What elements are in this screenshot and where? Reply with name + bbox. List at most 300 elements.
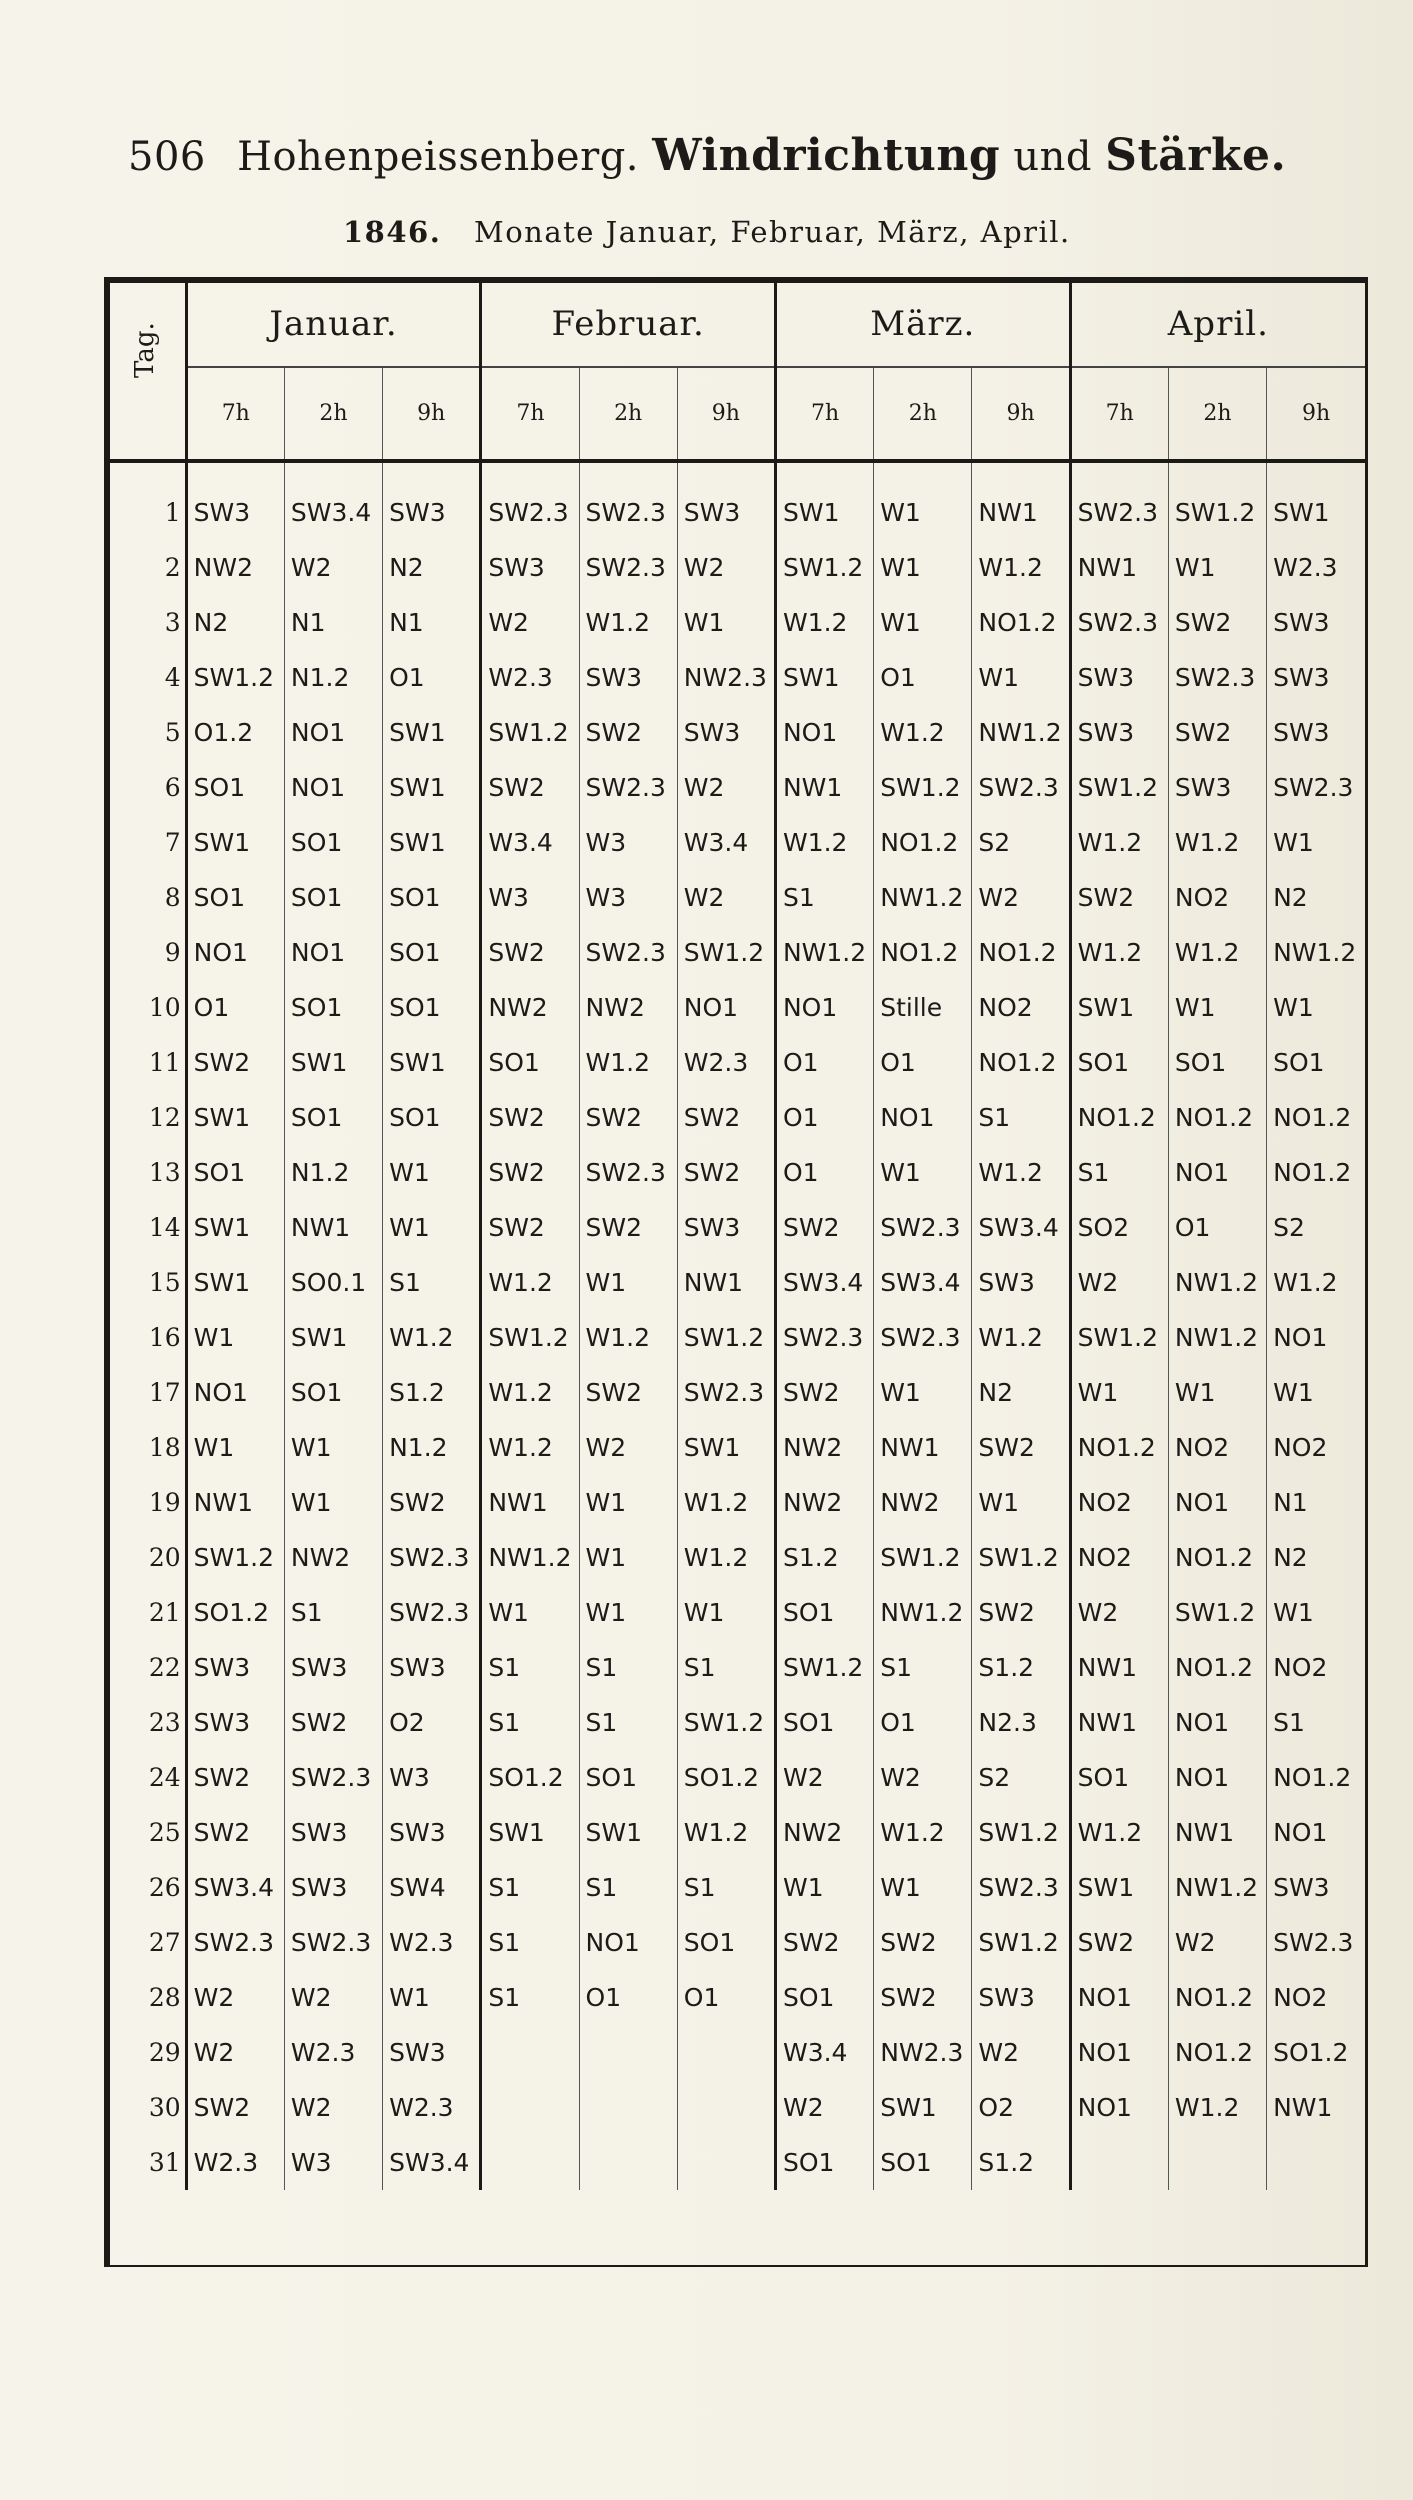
wind-cell: SW1.2 — [677, 925, 775, 980]
wind-cell: W1 — [383, 1970, 481, 2025]
wind-cell: NO1.2 — [1168, 2025, 1266, 2080]
wind-cell: W1 — [186, 1310, 284, 1365]
hour-header: 2h — [579, 367, 677, 461]
day-number: 17 — [110, 1365, 186, 1420]
wind-cell: SO1 — [1168, 1035, 1266, 1090]
day-number: 31 — [110, 2135, 186, 2190]
day-number: 8 — [110, 870, 186, 925]
wind-cell: SO1 — [284, 870, 382, 925]
table-row — [110, 1035, 1365, 1090]
wind-cell: SW1 — [579, 1805, 677, 1860]
wind-cell: SW2.3 — [383, 1585, 481, 1640]
wind-cell: O1 — [579, 1970, 677, 2025]
wind-cell: NO1.2 — [1168, 1640, 1266, 1695]
wind-cell: W2 — [677, 760, 775, 815]
wind-cell: O1 — [1168, 1200, 1266, 1255]
wind-cell: NW1 — [1070, 1640, 1168, 1695]
wind-cell: SW1.2 — [481, 1310, 579, 1365]
wind-cell: N1 — [1267, 1475, 1365, 1530]
wind-cell: SW2 — [579, 705, 677, 760]
wind-cell: W3.4 — [775, 2025, 873, 2080]
table-row — [110, 870, 1365, 925]
wind-cell: SW2 — [186, 1805, 284, 1860]
wind-cell: W1.2 — [677, 1805, 775, 1860]
wind-cell: SO0.1 — [284, 1255, 382, 1310]
wind-cell: W1 — [579, 1530, 677, 1585]
wind-cell: SO1 — [775, 1585, 873, 1640]
wind-cell: O1 — [775, 1145, 873, 1200]
wind-cell: SO1 — [579, 1750, 677, 1805]
day-number: 20 — [110, 1530, 186, 1585]
wind-cell: SW2 — [579, 1090, 677, 1145]
wind-cell: SW2 — [677, 1090, 775, 1145]
wind-cell: W1 — [874, 1145, 972, 1200]
wind-cell: SW1.2 — [677, 1695, 775, 1750]
wind-cell: SW2.3 — [1070, 595, 1168, 650]
wind-cell: W1.2 — [775, 595, 873, 650]
table-body — [110, 461, 1365, 2190]
wind-cell: NW2 — [481, 980, 579, 1035]
wind-cell: W1 — [481, 1585, 579, 1640]
day-number: 22 — [110, 1640, 186, 1695]
wind-cell: SO1 — [284, 815, 382, 870]
wind-cell: SW2.3 — [186, 1915, 284, 1970]
wind-cell: SO1 — [186, 870, 284, 925]
wind-cell: N1.2 — [284, 1145, 382, 1200]
wind-cell: NW1 — [874, 1420, 972, 1475]
wind-cell — [1267, 2135, 1365, 2190]
wind-cell: NW1 — [775, 760, 873, 815]
wind-cell: SW1.2 — [972, 1915, 1070, 1970]
wind-cell: NO1.2 — [1267, 1145, 1365, 1200]
wind-cell: SW2.3 — [1168, 650, 1266, 705]
wind-cell: W1.2 — [677, 1475, 775, 1530]
day-number: 11 — [110, 1035, 186, 1090]
hour-header: 9h — [383, 367, 481, 461]
day-number: 28 — [110, 1970, 186, 2025]
wind-cell: W1.2 — [1070, 1805, 1168, 1860]
wind-cell: SO1.2 — [481, 1750, 579, 1805]
wind-cell: SO1 — [1267, 1035, 1365, 1090]
wind-cell: W1 — [677, 595, 775, 650]
wind-cell: SW1 — [1070, 980, 1168, 1035]
wind-cell: W3.4 — [677, 815, 775, 870]
wind-table — [110, 283, 1365, 2190]
wind-cell: SW1.2 — [972, 1805, 1070, 1860]
months-label: Monate Januar, Februar, März, April. — [474, 215, 1071, 249]
wind-cell: NO1.2 — [874, 815, 972, 870]
wind-cell: SO1 — [186, 1145, 284, 1200]
wind-cell: W1.2 — [1168, 815, 1266, 870]
wind-cell: W2 — [1070, 1255, 1168, 1310]
day-number: 1 — [110, 461, 186, 540]
wind-cell: N2 — [1267, 1530, 1365, 1585]
wind-cell: SW1 — [186, 1255, 284, 1310]
wind-cell: SW1.2 — [186, 1530, 284, 1585]
wind-cell: SW2.3 — [579, 540, 677, 595]
wind-cell: N1 — [284, 595, 382, 650]
wind-cell: NO1 — [284, 705, 382, 760]
wind-cell: O1 — [775, 1035, 873, 1090]
day-number: 15 — [110, 1255, 186, 1310]
table-row — [110, 760, 1365, 815]
hour-header: 7h — [481, 367, 579, 461]
wind-cell: SW1.2 — [874, 760, 972, 815]
table-row — [110, 1530, 1365, 1585]
wind-cell — [579, 2080, 677, 2135]
wind-cell: W1.2 — [677, 1530, 775, 1585]
wind-cell: SW2.3 — [874, 1200, 972, 1255]
wind-cell: NO1 — [186, 1365, 284, 1420]
wind-cell: W1.2 — [775, 815, 873, 870]
wind-cell: S1 — [481, 1695, 579, 1750]
wind-cell: S1.2 — [972, 1640, 1070, 1695]
wind-cell: W1 — [874, 595, 972, 650]
wind-cell: SW2 — [579, 1200, 677, 1255]
page-header — [128, 130, 1298, 181]
table-row — [110, 1200, 1365, 1255]
wind-cell: S1 — [1070, 1145, 1168, 1200]
day-number: 7 — [110, 815, 186, 870]
wind-cell: W1 — [775, 1860, 873, 1915]
wind-cell: W1.2 — [579, 1035, 677, 1090]
wind-cell: NW2 — [874, 1475, 972, 1530]
wind-cell: SW2.3 — [1070, 461, 1168, 540]
wind-cell: SW2 — [1168, 705, 1266, 760]
wind-cell: W2 — [284, 540, 382, 595]
wind-cell: W1 — [677, 1585, 775, 1640]
wind-cell: NW1.2 — [874, 1585, 972, 1640]
title-end: Stärke. — [1105, 130, 1287, 181]
wind-cell: W2.3 — [1267, 540, 1365, 595]
wind-cell: W1 — [874, 1860, 972, 1915]
wind-cell: SW1 — [284, 1035, 382, 1090]
wind-cell: SW1 — [284, 1310, 382, 1365]
wind-cell: O1.2 — [186, 705, 284, 760]
table-row — [110, 1365, 1365, 1420]
day-number: 30 — [110, 2080, 186, 2135]
wind-cell: W1 — [186, 1420, 284, 1475]
table-row — [110, 980, 1365, 1035]
wind-cell: NW1 — [972, 461, 1070, 540]
wind-cell: W1.2 — [874, 705, 972, 760]
wind-cell: SW1.2 — [775, 1640, 873, 1695]
wind-cell: N2 — [1267, 870, 1365, 925]
wind-cell: SW2 — [481, 925, 579, 980]
day-number: 12 — [110, 1090, 186, 1145]
wind-cell: W2.3 — [383, 2080, 481, 2135]
wind-cell: S1 — [481, 1640, 579, 1695]
wind-cell: W1.2 — [1168, 925, 1266, 980]
wind-cell: W2 — [972, 870, 1070, 925]
wind-cell: SW2 — [775, 1200, 873, 1255]
wind-cell: S1 — [579, 1640, 677, 1695]
wind-cell: SO1.2 — [186, 1585, 284, 1640]
wind-cell: W1.2 — [972, 1310, 1070, 1365]
wind-cell: SO1 — [383, 925, 481, 980]
wind-cell: SW2.3 — [579, 461, 677, 540]
wind-cell: NW1.2 — [1267, 925, 1365, 980]
wind-cell: NO1.2 — [1168, 1090, 1266, 1145]
wind-cell: NO1 — [1168, 1695, 1266, 1750]
wind-cell: SW3 — [186, 461, 284, 540]
wind-cell: NW1.2 — [481, 1530, 579, 1585]
day-number: 26 — [110, 1860, 186, 1915]
wind-cell: NO1 — [1168, 1750, 1266, 1805]
month-header-maerz: März. — [775, 283, 1070, 367]
table-row — [110, 1860, 1365, 1915]
wind-cell: SW2.3 — [972, 760, 1070, 815]
place-name: Hohenpeissenberg. — [237, 134, 640, 180]
wind-cell: N2 — [383, 540, 481, 595]
wind-cell: W1 — [1267, 1585, 1365, 1640]
wind-cell: NO1.2 — [972, 1035, 1070, 1090]
wind-cell: S1 — [579, 1860, 677, 1915]
wind-cell: NO2 — [1168, 1420, 1266, 1475]
wind-cell: NW1.2 — [1168, 1310, 1266, 1365]
wind-cell: SW2.3 — [1267, 760, 1365, 815]
table-row — [110, 1970, 1365, 2025]
day-number: 13 — [110, 1145, 186, 1200]
wind-cell: W1.2 — [874, 1805, 972, 1860]
day-number: 29 — [110, 2025, 186, 2080]
wind-cell: W2 — [1168, 1915, 1266, 1970]
wind-cell: SO1.2 — [1267, 2025, 1365, 2080]
wind-cell: NO1.2 — [1070, 1420, 1168, 1475]
wind-cell: W1.2 — [481, 1365, 579, 1420]
wind-cell: NW1 — [1070, 1695, 1168, 1750]
wind-cell: NW2.3 — [677, 650, 775, 705]
wind-cell: NW1.2 — [972, 705, 1070, 760]
wind-cell: SW3 — [579, 650, 677, 705]
wind-cell: SW3 — [677, 1200, 775, 1255]
wind-cell: SO1 — [383, 870, 481, 925]
table-row — [110, 1750, 1365, 1805]
wind-cell: NO1 — [1267, 1805, 1365, 1860]
wind-cell: S1 — [579, 1695, 677, 1750]
wind-cell: SO1 — [1070, 1035, 1168, 1090]
day-number: 16 — [110, 1310, 186, 1365]
wind-cell: NO1 — [1267, 1310, 1365, 1365]
wind-cell: O2 — [972, 2080, 1070, 2135]
hour-header: 2h — [874, 367, 972, 461]
wind-cell: O1 — [383, 650, 481, 705]
wind-cell: W3.4 — [481, 815, 579, 870]
wind-cell: NW2 — [775, 1475, 873, 1530]
wind-cell — [1168, 2135, 1266, 2190]
wind-cell: O1 — [874, 1695, 972, 1750]
wind-cell: SW2 — [1070, 1915, 1168, 1970]
wind-cell: W1 — [874, 461, 972, 540]
wind-cell: NO1 — [284, 925, 382, 980]
table-row — [110, 1640, 1365, 1695]
wind-cell — [579, 2135, 677, 2190]
wind-cell: SW1.2 — [775, 540, 873, 595]
wind-cell: SW1.2 — [1168, 461, 1266, 540]
wind-cell: SW1.2 — [1070, 1310, 1168, 1365]
wind-cell: SW3.4 — [874, 1255, 972, 1310]
year-label: 1846. — [343, 215, 442, 249]
wind-cell: S1 — [775, 870, 873, 925]
day-number: 23 — [110, 1695, 186, 1750]
wind-cell: SW2.3 — [579, 1145, 677, 1200]
wind-cell: SW3.4 — [972, 1200, 1070, 1255]
wind-cell: SO1 — [1070, 1750, 1168, 1805]
wind-cell: W1 — [579, 1475, 677, 1530]
table-row — [110, 1915, 1365, 1970]
month-header-februar: Februar. — [481, 283, 776, 367]
wind-cell: SW2.3 — [284, 1915, 382, 1970]
table-row — [110, 705, 1365, 760]
wind-cell: W2.3 — [481, 650, 579, 705]
hour-header: 2h — [284, 367, 382, 461]
wind-cell: W2 — [775, 1750, 873, 1805]
page-number: 506 — [128, 134, 206, 180]
wind-cell: SW1 — [186, 1090, 284, 1145]
wind-cell: SW3 — [481, 540, 579, 595]
wind-cell: W1 — [284, 1475, 382, 1530]
wind-cell: NO1 — [775, 705, 873, 760]
wind-cell: NO1.2 — [1070, 1090, 1168, 1145]
wind-cell: NO2 — [1168, 870, 1266, 925]
wind-cell: O1 — [677, 1970, 775, 2025]
wind-cell: O1 — [874, 1035, 972, 1090]
day-number: 4 — [110, 650, 186, 705]
wind-cell: W3 — [579, 870, 677, 925]
wind-cell: W2 — [481, 595, 579, 650]
wind-cell: N1.2 — [383, 1420, 481, 1475]
table-row — [110, 1475, 1365, 1530]
wind-cell: SW3 — [186, 1640, 284, 1695]
wind-cell — [677, 2080, 775, 2135]
wind-cell: SW3 — [972, 1970, 1070, 2025]
wind-cell: SW3 — [186, 1695, 284, 1750]
wind-cell: W2 — [186, 2025, 284, 2080]
wind-cell: SO1 — [874, 2135, 972, 2190]
wind-cell: NW2.3 — [874, 2025, 972, 2080]
title-and: und — [1013, 134, 1092, 180]
wind-cell: SW3 — [677, 461, 775, 540]
wind-cell: SW1 — [1267, 461, 1365, 540]
table-row — [110, 461, 1365, 540]
wind-cell: N2 — [186, 595, 284, 650]
wind-cell: SO1 — [677, 1915, 775, 1970]
wind-cell: SW2 — [186, 1035, 284, 1090]
wind-cell: W1 — [383, 1145, 481, 1200]
day-number: 21 — [110, 1585, 186, 1640]
wind-cell: NO1 — [186, 925, 284, 980]
wind-cell: SW3 — [1168, 760, 1266, 815]
wind-cell: SO1 — [775, 1970, 873, 2025]
wind-cell — [677, 2025, 775, 2080]
wind-cell: SW2 — [481, 1090, 579, 1145]
wind-cell: NO1.2 — [874, 925, 972, 980]
wind-cell: SW2 — [972, 1420, 1070, 1475]
wind-cell: SW3 — [383, 461, 481, 540]
wind-cell: S1 — [1267, 1695, 1365, 1750]
table-row — [110, 1420, 1365, 1475]
wind-cell: O1 — [874, 650, 972, 705]
wind-cell: W1 — [1267, 980, 1365, 1035]
table-row — [110, 815, 1365, 870]
table-row — [110, 1145, 1365, 1200]
wind-cell: NO1.2 — [1168, 1970, 1266, 2025]
wind-cell: SW3.4 — [284, 461, 382, 540]
day-number: 10 — [110, 980, 186, 1035]
wind-cell: NO2 — [1267, 1970, 1365, 2025]
wind-cell: S1 — [481, 1970, 579, 2025]
wind-cell: SW3.4 — [186, 1860, 284, 1915]
day-number: 6 — [110, 760, 186, 815]
wind-cell: S1 — [677, 1640, 775, 1695]
wind-cell: SO2 — [1070, 1200, 1168, 1255]
wind-cell: NW1.2 — [874, 870, 972, 925]
wind-cell: SW3 — [972, 1255, 1070, 1310]
wind-cell: S1 — [972, 1090, 1070, 1145]
wind-cell: W1.2 — [1070, 815, 1168, 870]
wind-cell: W2 — [972, 2025, 1070, 2080]
wind-cell: SW2 — [874, 1970, 972, 2025]
wind-cell: SW2 — [481, 1200, 579, 1255]
wind-cell: NO2 — [1070, 1475, 1168, 1530]
month-header-april: April. — [1070, 283, 1365, 367]
day-number: 9 — [110, 925, 186, 980]
wind-cell: S1 — [677, 1860, 775, 1915]
wind-cell: S1.2 — [972, 2135, 1070, 2190]
wind-cell: SW1 — [481, 1805, 579, 1860]
wind-cell: W1 — [1168, 540, 1266, 595]
wind-cell: SW2 — [775, 1915, 873, 1970]
wind-cell: NO1 — [284, 760, 382, 815]
wind-cell: W1 — [1070, 1365, 1168, 1420]
wind-cell: SW2 — [383, 1475, 481, 1530]
wind-cell: W1.2 — [481, 1420, 579, 1475]
wind-cell: W1 — [1168, 1365, 1266, 1420]
wind-cell: W3 — [579, 815, 677, 870]
day-number: 14 — [110, 1200, 186, 1255]
table-row — [110, 2025, 1365, 2080]
wind-cell: NW1 — [1070, 540, 1168, 595]
wind-cell: NW1 — [677, 1255, 775, 1310]
wind-cell: W1.2 — [972, 540, 1070, 595]
wind-cell: S1 — [383, 1255, 481, 1310]
wind-cell: SW3 — [1070, 705, 1168, 760]
wind-cell: W2 — [579, 1420, 677, 1475]
wind-cell: SW2 — [579, 1365, 677, 1420]
wind-cell: W1 — [579, 1255, 677, 1310]
table-row — [110, 1090, 1365, 1145]
wind-cell: SW1.2 — [972, 1530, 1070, 1585]
wind-cell: NO2 — [972, 980, 1070, 1035]
wind-cell: NO1.2 — [1267, 1090, 1365, 1145]
wind-cell: SW1 — [775, 461, 873, 540]
wind-cell: W1.2 — [1070, 925, 1168, 980]
wind-cell — [677, 2135, 775, 2190]
wind-cell: W1.2 — [579, 1310, 677, 1365]
wind-cell: SO1 — [775, 1695, 873, 1750]
wind-cell: W1 — [284, 1420, 382, 1475]
wind-cell: NO1.2 — [1267, 1750, 1365, 1805]
wind-cell: W3 — [284, 2135, 382, 2190]
wind-cell: SW2 — [481, 1145, 579, 1200]
wind-cell: SW1 — [1070, 1860, 1168, 1915]
table-row — [110, 925, 1365, 980]
table-row — [110, 1695, 1365, 1750]
wind-cell: SW3 — [1267, 595, 1365, 650]
wind-cell: W3 — [481, 870, 579, 925]
wind-cell: W1 — [383, 1200, 481, 1255]
wind-cell: N2 — [972, 1365, 1070, 1420]
